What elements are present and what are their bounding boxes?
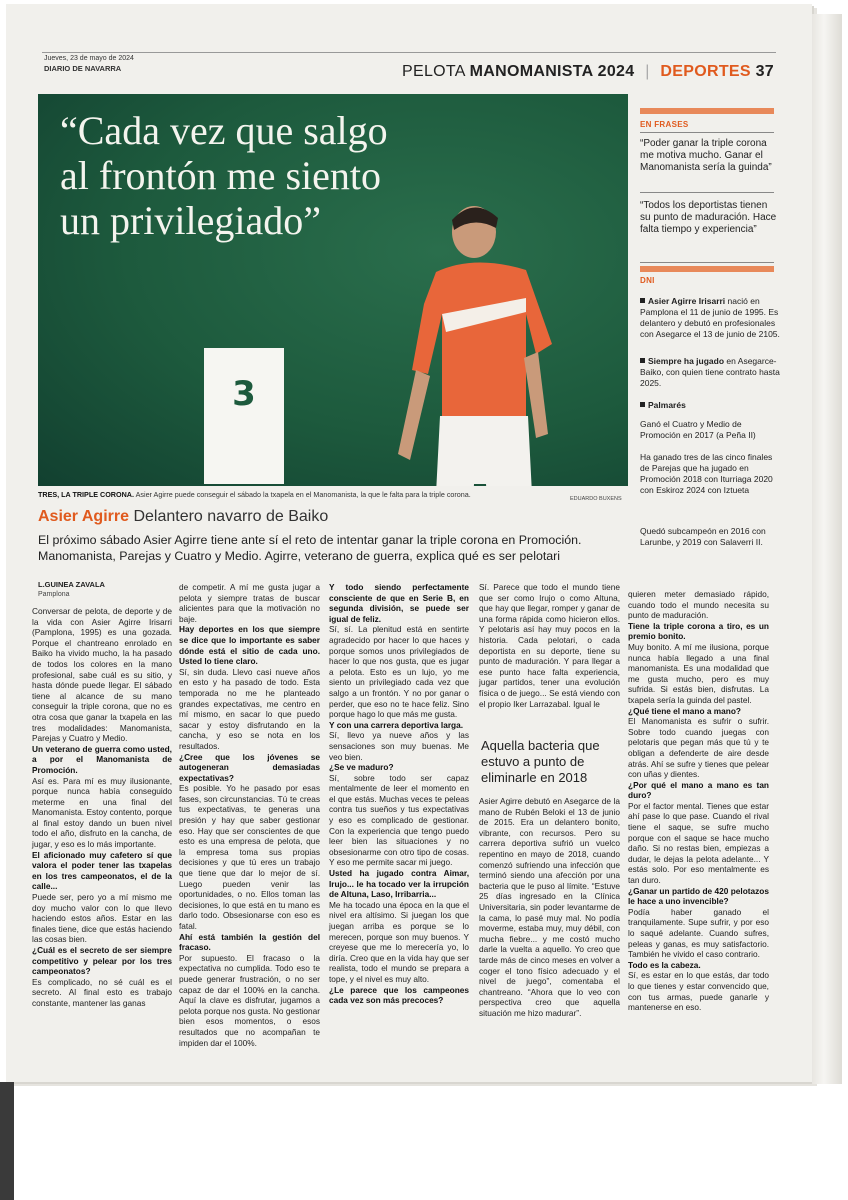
byline-city: Pamplona bbox=[38, 591, 70, 598]
interview-answer: Sí. Parece que todo el mundo tiene que ser como Irujo o como Altuna, que hay que llegar, romper y ganar de una forma rápida como hicieron ellos. Y pelotaris así hay muy pocos en la historia. Cada pelotari, o cada deportista en su deporte, tiene su punto de maduración. Y para llegar a ese punto hace falta experiencia, jugar partidos, tener una evolución física o de juego... Se está viendo con el propio Iker Larrazabal. Igual le bbox=[479, 582, 620, 709]
interview-answer: quieren meter demasiado rápido, cuando todo el mundo necesita su punto de maduración. bbox=[628, 589, 769, 621]
frase-1: “Poder ganar la triple corona me motiva mucho. Ganar el Manomanista sería la guinda” bbox=[640, 138, 772, 173]
bullet-square bbox=[640, 402, 645, 407]
article-column-1 bbox=[32, 606, 172, 1009]
fronton-number: 3 bbox=[232, 374, 256, 414]
dni-item-5: Quedó subcampeón en 2016 con Larunbe, y 2019 con Salaverri II. bbox=[640, 526, 766, 547]
dni-label: DNI bbox=[640, 276, 655, 285]
dni3-text: Ganó el Cuatro y Medio de Promoción en 2017 (a Peña II) bbox=[640, 419, 756, 440]
dni-item-2 bbox=[640, 356, 780, 389]
dni2-bold: Siempre ha jugado bbox=[648, 356, 725, 366]
headline-quote: “Cada vez que salgo al frontón me siento un privilegiado” bbox=[60, 108, 388, 243]
dni-rule bbox=[640, 262, 774, 263]
interview-question: ¿Por qué el mano a mano es tan duro? bbox=[628, 779, 769, 801]
page-edge bbox=[812, 14, 842, 1084]
bullet-square bbox=[640, 298, 645, 303]
interview-answer: Sí, sin duda. Llevo casi nueve años en esto y ha pasado de todo. Esta temporada no me he planteado grandes expectativas, me centro en mí mismo, en sacar lo que puedo sacar y estoy disfrutando en la cancha, y eso se nota en los resultados. bbox=[179, 666, 320, 751]
frases-accent-bar bbox=[640, 108, 774, 114]
frases-rule-2 bbox=[640, 192, 774, 193]
interview-question: ¿Qué tiene el mano a mano? bbox=[628, 705, 741, 716]
scan-shadow bbox=[0, 1082, 14, 1200]
sidebar-story-headline bbox=[481, 738, 621, 786]
dni3-bold: Palmarés bbox=[648, 400, 686, 410]
interview-answer: Conversar de pelota, de deporte y de la vida con Asier Agirre Irisarri (Pamplona, 1995) es una gozada. Porque el chantreano enrolado en Baiko ha vivido mucho, la ha pasado de todos los colores en la mano profesional, sabe cuál es su sitio, y hasta dónde puede llegar. El sábado tiene al alcance de su mano conseguir la triple corona, que no es otra cosa que ganar la txapela en las tres modalidades: Manomanista, Parejas y Cuatro y Medio. bbox=[32, 606, 172, 744]
section-manomanista: MANOMANISTA 2024 bbox=[469, 63, 635, 80]
interview-answer: Sí, sobre todo ser capaz mentalmente de leer el momento en el que estás. Muchas veces te peleas contra tus sueños y tus expectativas y eso es complicado de gestionar. Con la experiencia que tengo puedo leer bien las situaciones y no obsesionarme con otro tipo de cosas. Y eso me permite sacar mi juego. bbox=[329, 772, 469, 868]
dni1-text: nació en Pamplona el 11 de junio de 1995. Es delantero y debutó en profesionales con Asegarce el 13 de junio de 2105. bbox=[640, 296, 780, 339]
interview-question: Hay deportes en los que siempre se dice que lo importante es saber dónde está el sitio de cada uno. Usted lo tiene claro. bbox=[179, 624, 320, 667]
interview-question: Y con una carrera deportiva larga. bbox=[329, 719, 464, 730]
subhead-bold: Aquella bacteria bbox=[481, 738, 575, 753]
interviewee-role: Delantero navarro de Baiko bbox=[133, 508, 329, 525]
interview-answer: Por el factor mental. Tienes que estar ahí pase lo que pase. Cuando el rival tiene el saque, se sufre mucho porque con el saque se hace mucho daño. Si no restas bien, empiezas a dudar, le dejas la pelota adelante... Y estás solo. Por eso mentalmente es tan duro. bbox=[628, 800, 769, 886]
byline-author: L.GUINEA ZAVALA bbox=[38, 580, 105, 589]
article-deck: El próximo sábado Asier Agirre tiene ante sí el reto de intentar ganar la triple corona en Promoción. Manomanista, Parejas y Cuatro y Medio. Agirre, veterano de guerra, explica qué es ser pelotari bbox=[38, 533, 582, 563]
dni-item-3 bbox=[640, 400, 780, 441]
interview-answer: Asier Agirre debutó en Asegarce de la mano de Rubén Beloki el 13 de junio de 2015. Era un delantero bonito, vibrante, con recursos. Pero su carrera deportiva sufrió un vuelco repentino en mayo de 2018, cuando comenzó sufriendo una infección que terminó siendo una afección por una bacteria que le puso al límite. “Estuve 25 días ingresado en la Clínica Universitaria, sin poder levantarme de la cama, lo pasé muy mal. No podía moverme, estaba muy, muy débil, con mucha fiebre... y me costó mucho darle la vuelta a aquello. Yo creo que tarde más de cinco meses en volver a coger el tono físico adecuado y el nivel de juego”, comentaba el chantreano. “Ahora que lo veo con perspectiva creo que aquella situación me hizo madurar”. bbox=[479, 796, 620, 1018]
bullet-square bbox=[640, 358, 645, 363]
interview-answer: Es complicado, no sé cuál es el secreto. Al final esto es trabajo constante, mantener las ganas bbox=[32, 976, 172, 1008]
article-column-4 bbox=[479, 582, 620, 709]
article-column-2 bbox=[179, 582, 320, 1048]
frase-2: “Todos los deportistas tienen su punto de maduración. Hace falta tiempo y experiencia” bbox=[640, 200, 777, 235]
interview-question: ¿Cuál es el secreto de ser siempre competitivo y pelear por los tres campeonatos? bbox=[32, 945, 172, 977]
photo-caption bbox=[38, 490, 628, 499]
dni-item-4: Ha ganado tres de las cinco finales de Parejas que ha jugado en Promoción 2018 con Iturriaga 2020 con Eskiroz 2024 con Iztueta bbox=[640, 452, 773, 495]
interview-question: ¿Le parece que los campeones cada vez son más precoces? bbox=[329, 984, 469, 1006]
caption-text: Asier Agirre puede conseguir el sábado la txapela en el Manomanista, la que le falta para la triple corona. bbox=[135, 490, 471, 499]
page-number: 37 bbox=[755, 63, 774, 80]
interview-answer: Por supuesto. El fracaso o la expectativa no cumplida. Todo eso te puede generar frustración, o no ser capaz de dar el 100% en la cancha. Aquí la clave es disfrutar, jugamos a pelota porque nos gusta. No gestionar bien esos momentos, o esos resultados que no acompañan te impiden dar el 100%. bbox=[179, 952, 320, 1048]
caption-lead: TRES, LA TRIPLE CORONA. bbox=[38, 490, 134, 499]
player-figure bbox=[376, 194, 596, 486]
frases-label: EN FRASES bbox=[640, 120, 689, 129]
interview-question: Un veterano de guerra como usted, a por el Manomanista de Promoción. bbox=[32, 743, 172, 775]
section-pelota: PELOTA bbox=[402, 63, 465, 80]
issue-date: Jueves, 23 de mayo de 2024 bbox=[44, 55, 134, 62]
interview-question: Tiene la triple corona a tiro, es un premio bonito. bbox=[628, 620, 769, 642]
frases-rule bbox=[640, 132, 774, 133]
dni2-text: en Asegarce-Baiko, con quien tiene contrato hasta 2025. bbox=[640, 356, 780, 388]
article-column-3 bbox=[329, 582, 469, 1006]
newspaper-name: DIARIO DE NAVARRA bbox=[44, 64, 122, 73]
subhead-rest: que estuvo a punto de eliminarle en 2018 bbox=[481, 738, 600, 785]
interview-answer: Sí, es estar en lo que estás, dar todo lo que tienes y estar convencido que, con tus armas, puede ganarle y mantenerse en eso. bbox=[628, 970, 769, 1013]
dni1-bold: Asier Agirre Irisarri bbox=[648, 296, 726, 306]
interview-answer: Sí, sí. La plenitud está en sentirte agradecido por hacer lo que haces y porque somos unos privilegiados de hacer lo que nos gusta, que es jugar a pelota. Esto es un lujo, yo me siento un privilegiado cada vez que salgo a un frontón. Y no por ganar o perder, que eso no te hace feliz. Sino porque hago lo que más me gusta. bbox=[329, 624, 469, 720]
fronton-number-card bbox=[204, 348, 284, 484]
masthead-rule bbox=[42, 52, 776, 53]
interview-question: ¿Ganar un partido de 420 pelotazos le hace a uno invencible? bbox=[628, 885, 769, 907]
interview-answer: Puede ser, pero yo a mí mismo me doy mucho valor con lo que llevo haciendo estos años. Estar en las finales tiene, dice que estás haciendo las cosas bien. bbox=[32, 892, 172, 945]
interview-question: Ahí está también la gestión del fracaso. bbox=[179, 931, 320, 953]
section-header bbox=[402, 63, 776, 81]
interview-answer: Es posible. Yo he pasado por esas fases, son circunstancias. Tú te creas tus expectativas, te generas una presión y hay que saber gestionar eso. Hay que ser conscientes de que esto es una empresa de pelota, que la empresa toma sus propias decisiones y que tú eres un trabajo que tiene que dar lo mejor de sí. Luego pueden venir las oportunidades, o no. Ellos toman las decisiones, lo que está en tu mano es darlo todo. Obsesionarse con eso es fatal. bbox=[179, 783, 320, 931]
interview-question: ¿Cree que los jóvenes se autogeneran demasiadas expectativas? bbox=[179, 751, 320, 783]
interview-answer: Así es. Para mí es muy ilusionante, porque nunca había conseguido meterme en una final del Manomanista. Estoy contento, porque al final estoy dando un buen nivel todo el año, disfruto en la cancha, de jugar, y eso es lo más importante. bbox=[32, 775, 172, 850]
dni-item-1 bbox=[640, 296, 780, 340]
interview-answer: Me ha tocado una época en la que el nivel era altísimo. Si juegan los que juegan arriba es porque se lo merecen, porque son muy buenos. Y creyese que me lo merecería yo, lo diría. Creo que en la vida hay que ser realista, todo el mundo se prepara a tope, y el nivel es muy alto. bbox=[329, 899, 469, 984]
interview-question: ¿Se ve maduro? bbox=[329, 762, 394, 773]
article-column-5 bbox=[628, 589, 769, 1013]
photo-credit: EDUARDO BUXENS bbox=[570, 496, 622, 502]
interview-answer: Podía haber ganado el tranquilamente. Supe sufrir, y por eso lo saqué adelante. Cuando sufres, peleas y ganas, es muy satisfactorio. También he vivido el caso contrario. bbox=[628, 906, 769, 960]
interview-answer: de competir. A mí me gusta jugar a pelota y siempre tratas de buscar alicientes para que la motivación no baje. bbox=[179, 582, 320, 624]
interview-answer: Sí, llevo ya nueve años y las sensaciones son muy buenas. Me veo bien. bbox=[329, 730, 469, 762]
interview-question: Todo es la cabeza. bbox=[628, 959, 701, 970]
interviewee-name: Asier Agirre bbox=[38, 508, 129, 525]
section-separator: | bbox=[645, 63, 650, 80]
interview-question: El aficionado muy cafetero sí que valora el poder tener las txapelas en los tres campeonatos, el de la calle... bbox=[32, 849, 172, 892]
section-deportes: DEPORTES bbox=[660, 63, 751, 80]
sidebar-story-body bbox=[479, 796, 620, 1018]
interview-answer: El Manomanista es sufrir o sufrir. Sobre todo cuando juegas con pelotaris que pegan más que tú y te obligan a defenderte de aire desde atrás. Ahí se sufre y tienes que pelear con uñas y dientes. bbox=[628, 716, 769, 780]
interview-answer: Muy bonito. A mí me ilusiona, porque nunca había llegado a una final manomanista. Es una modalidad que me gusta mucho, pero es muy sufrida. Si estás bien, disfrutas. La txapela sería la guinda del pastel. bbox=[628, 641, 769, 705]
dni-accent-bar bbox=[640, 266, 774, 272]
interview-question: Y todo siendo perfectamente consciente de que en Serie B, en segunda división, se puede ser igual de feliz. bbox=[329, 582, 469, 624]
article-title bbox=[38, 508, 628, 526]
interview-question: Usted ha jugado contra Aimar, Irujo... le ha tocado ver la irrupción de Altuna, Laso, Irribarria... bbox=[329, 868, 469, 900]
